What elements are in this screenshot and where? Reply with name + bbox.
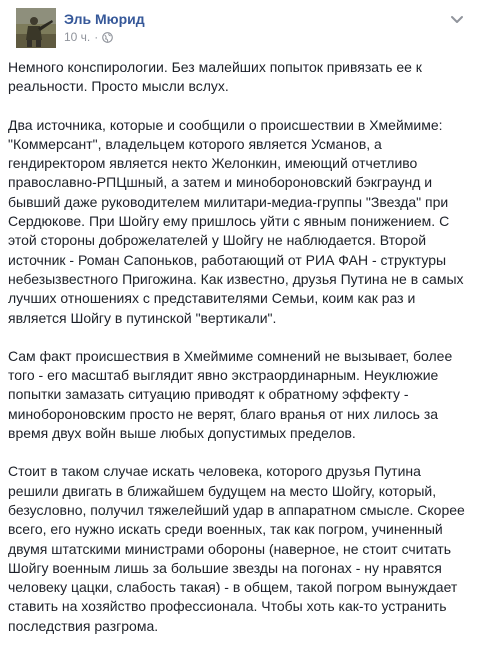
- post-meta: [64, 30, 113, 44]
- post-paragraph-3: Сам факт происшествия в Хмеймиме сомнений не вызывает, более того - его масштаб выглядит явно экстраординарным. Неуклюжие попытки замазать ситуацию приводят к обратному эффекту - минобороновским просто не верят, благо вранья от них лилось за время двух войн выше любых допустимых пределов.: [8, 347, 453, 442]
- post-paragraph-2: Два источника, которые и сообщили о происшествии в Хмеймиме: "Коммерсант", владельцем которого является Усманов, а гендиректором является некто Желонкин, имеющий отчетливо православно-РПЦшный, а затем и минобороновский бэкграунд и бывший даже руководителем милитари-медиа-группы "Звезда" при Сердюкове. При Шойгу ему пришлось уйти с явным понижением. С этой стороны доброжелателей у Шойгу не наблюдается. Второй источник - Роман Сапоньков, работающий от РИА ФАН - структуры небезызвестного Пригожина. Как известно, друзья Путина не в самых лучших отношениях с представителями Семьи, коим как раз и является Шойгу в путинской "вертикали".: [8, 116, 464, 326]
- post-paragraph-1: Немного конспирологии. Без малейших попыток привязать ее к реальности. Просто мысли вслух.: [8, 59, 422, 95]
- chevron-down-icon[interactable]: [450, 12, 464, 22]
- post-header: [8, 0, 474, 56]
- author-name[interactable]: Эль Мюрид: [64, 11, 145, 27]
- avatar[interactable]: [16, 8, 56, 48]
- post-paragraph-4: Стоит в таком случае искать человека, которого друзья Путина решили двигать в ближайшем будущем на место Шойгу, который, безусловно, получил тяжелейший удар в аппаратном смысле. Скорее всего, его нужно искать среди военных, так как погром, учиненный двумя штатскими министрами обороны (наверное, не стоит считать Шойгу военным лишь за большие звезды на погонах - ну нравятся человеку цацки, слабость такая) - в общем, такой погром вынуждает ставить на хозяйство профессионала. Чтобы хоть как-то устранить последствия разгрома.: [8, 463, 465, 634]
- meta-separator: ·: [94, 30, 99, 44]
- post-text: [8, 58, 474, 655]
- globe-icon[interactable]: [102, 32, 113, 43]
- post-timestamp[interactable]: 10 ч.: [64, 30, 91, 44]
